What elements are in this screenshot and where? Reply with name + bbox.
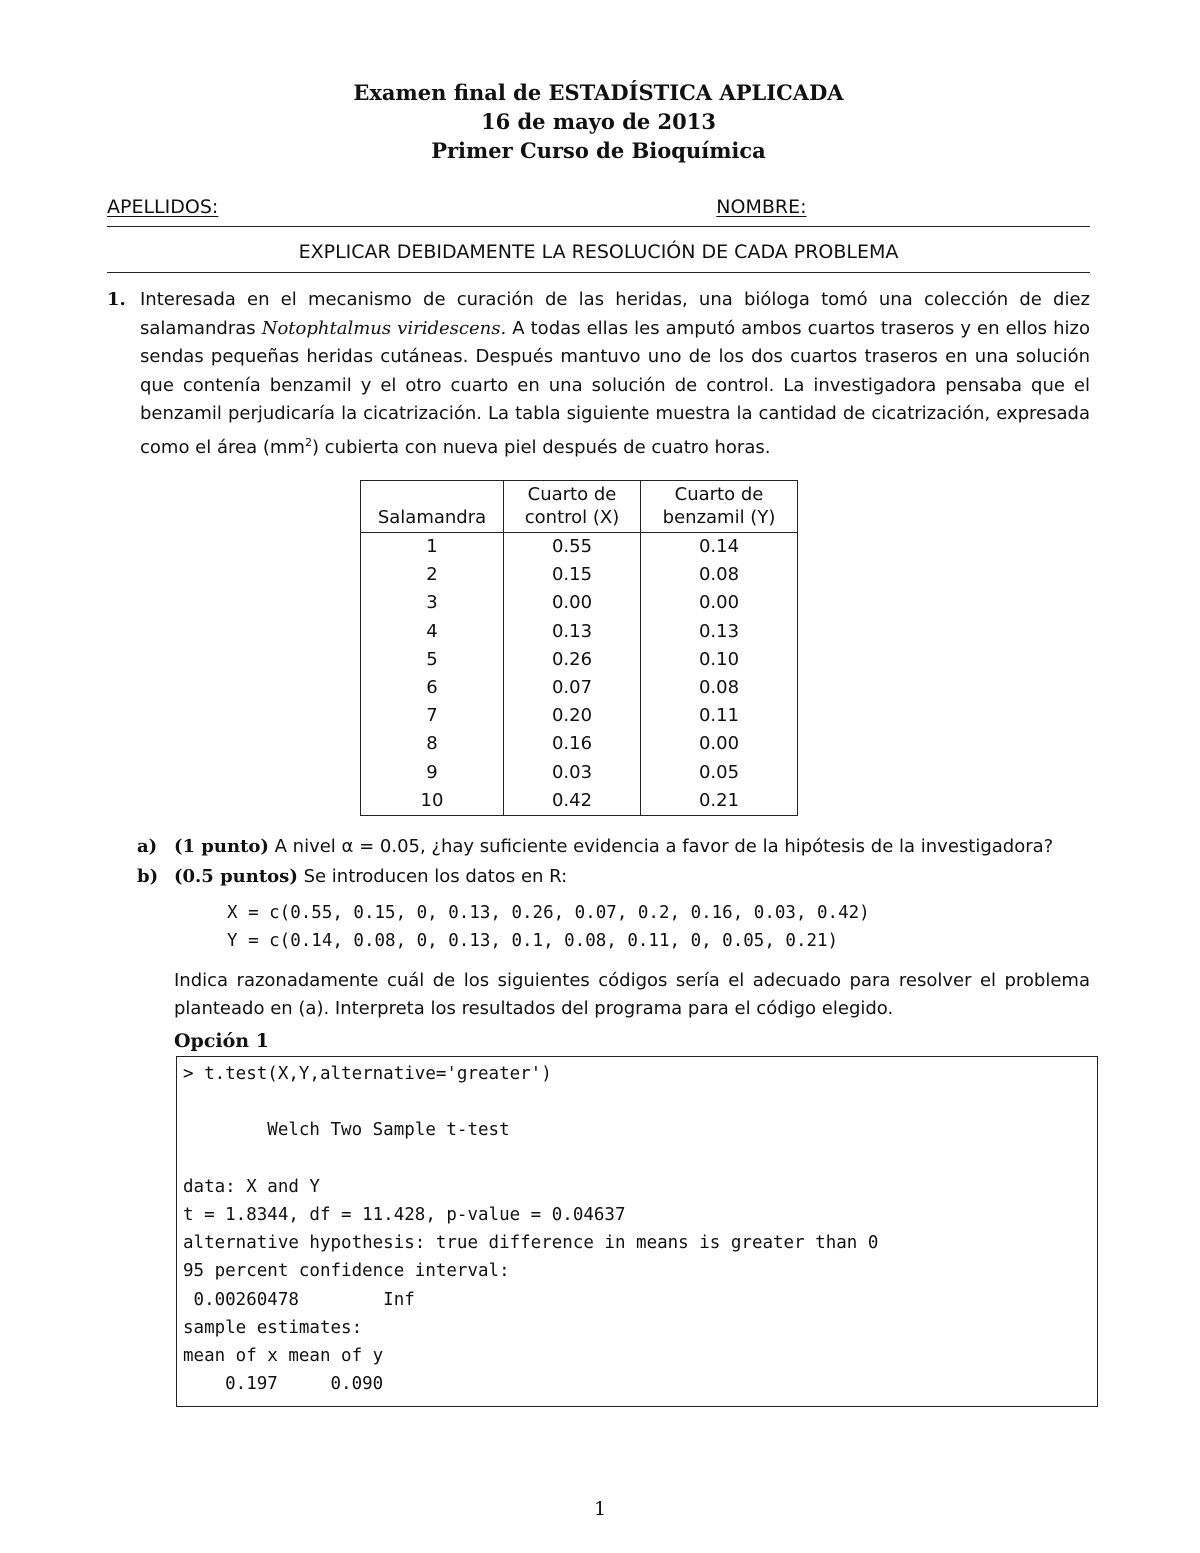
header-benzamil: Cuarto de benzamil (Y) [641,481,798,533]
problem-number: 1. [107,289,126,310]
code-x: X = c(0.55, 0.15, 0, 0.13, 0.26, 0.07, 0.2, 0.16, 0.03, 0.42) [227,903,870,924]
table-row [361,618,798,646]
table-cell-benzamil: 0.13 [641,618,798,646]
part-a-text [174,833,1090,861]
r-output-line [183,1145,1097,1173]
table-row [361,787,798,816]
r-output-line: 95 percent confidence interval: [183,1261,510,1282]
table-cell-benzamil: 0.08 [641,674,798,702]
header-control: Cuarto de control (X) [504,481,641,533]
r-output-line: sample estimates: [183,1317,363,1338]
table-cell-salamandra: 10 [361,787,504,816]
table-cell-salamandra: 5 [361,646,504,674]
table-cell-control: 0.00 [504,589,641,617]
table-cell-salamandra: 1 [361,533,504,562]
r-output-line: mean of x mean of y [183,1345,384,1366]
table-cell-control: 0.13 [504,618,641,646]
table-cell-control: 0.26 [504,646,641,674]
r-output-line: 0.00260478 Inf [183,1289,415,1310]
table-cell-benzamil: 0.21 [641,787,798,816]
table-body [361,533,798,816]
r-output-line: alternative hypothesis: true difference in means is greater than 0 [183,1233,879,1254]
divider-bottom [107,272,1090,273]
table-cell-benzamil: 0.14 [641,533,798,562]
part-a-question: A nivel α = 0.05, ¿hay suficiente evidencia a favor de la hipótesis de la investigadora? [268,836,1054,858]
part-b [137,863,1090,891]
nombre-label: NOMBRE: [716,196,807,218]
table-cell-control: 0.03 [504,759,641,787]
table-cell-salamandra: 8 [361,730,504,758]
option-1-title: Opción 1 [174,1030,269,1053]
table-cell-salamandra: 3 [361,589,504,617]
table-cell-control: 0.15 [504,561,641,589]
r-output-line [183,1088,1097,1116]
part-b-text [174,863,1090,891]
species-name: Notophtalmus viridescens. [261,317,507,339]
code-y: Y = c(0.14, 0.08, 0, 0.13, 0.1, 0.08, 0.11, 0, 0.05, 0.21) [227,931,839,952]
problem-text-2: A todas ellas les amputó ambos cuartos traseros y en ellos hizo sendas pequeñas heridas cutáneas. Después mantuvo uno de los dos cuartos traseros en una solución que contenía benzamil y el otro cuarto en una solución de control. La investigadora pensaba que el benzamil perjudicaría la cicatrización. La tabla siguiente muestra la cantidad de cicatrización, expresada como el área (mm [140,317,1090,458]
table-row [361,702,798,730]
problem-text-3: ) cubierta con nueva piel después de cuatro horas. [311,436,771,458]
table-cell-salamandra: 9 [361,759,504,787]
exam-date: 16 de mayo de 2013 [480,109,717,134]
table-cell-benzamil: 0.00 [641,589,798,617]
table-cell-control: 0.16 [504,730,641,758]
r-output-line: > t.test(X,Y,alternative='greater') [183,1064,552,1085]
r-output-line: 0.197 0.090 [183,1374,384,1395]
table-cell-benzamil: 0.08 [641,561,798,589]
page-number: 1 [593,1498,607,1520]
exam-title: Examen final de ESTADÍSTICA APLICADA [353,80,844,105]
table-cell-control: 0.20 [504,702,641,730]
part-b-intro: Se introducen los datos en R: [297,866,568,888]
exam-page [107,78,1090,1407]
problem-1 [107,286,1090,462]
apellidos-label: APELLIDOS: [107,196,219,218]
table-row [361,759,798,787]
part-b-points: (0.5 puntos) [174,866,298,888]
part-b-label: b) [137,866,159,888]
table-row [361,533,798,562]
problem-text-1: Interesada en el mecanismo de curación de las heridas, una bióloga tomó una colección de diez salamandras [140,289,1090,339]
header-salamandra: Salamandra [361,481,504,533]
table-row [361,674,798,702]
table-cell-control: 0.42 [504,787,641,816]
r-output-line: data: X and Y [183,1176,320,1197]
table-cell-salamandra: 2 [361,561,504,589]
student-fields [107,196,1090,218]
table-row [361,646,798,674]
table-row [361,589,798,617]
superscript-2: 2 [304,435,312,449]
table-cell-salamandra: 7 [361,702,504,730]
problem-statement [140,286,1090,462]
part-a-label: a) [137,836,158,858]
r-output-line: Welch Two Sample t-test [183,1120,510,1141]
table-cell-salamandra: 4 [361,618,504,646]
r-output-box [176,1056,1098,1407]
table-row [361,730,798,758]
table-cell-benzamil: 0.10 [641,646,798,674]
table-row [361,561,798,589]
exam-course: Primer Curso de Bioquímica [431,138,766,163]
instruction-banner: EXPLICAR DEBIDAMENTE LA RESOLUCIÓN DE CADA PROBLEMA [298,241,899,263]
table-header-row [361,481,798,533]
table-cell-control: 0.07 [504,674,641,702]
r-output-line: t = 1.8344, df = 11.428, p-value = 0.04637 [183,1204,626,1225]
part-a-points: (1 punto) [174,836,269,858]
table-cell-salamandra: 6 [361,674,504,702]
data-table [360,480,798,816]
part-a [137,833,1090,861]
table-cell-benzamil: 0.00 [641,730,798,758]
table-cell-benzamil: 0.11 [641,702,798,730]
table-cell-control: 0.55 [504,533,641,562]
table-cell-benzamil: 0.05 [641,759,798,787]
part-b-instruction: Indica razonadamente cuál de los siguientes códigos sería el adecuado para resolver el problema planteado en (a). Interpreta los resultados del programa para el código elegido. [174,970,1090,1020]
